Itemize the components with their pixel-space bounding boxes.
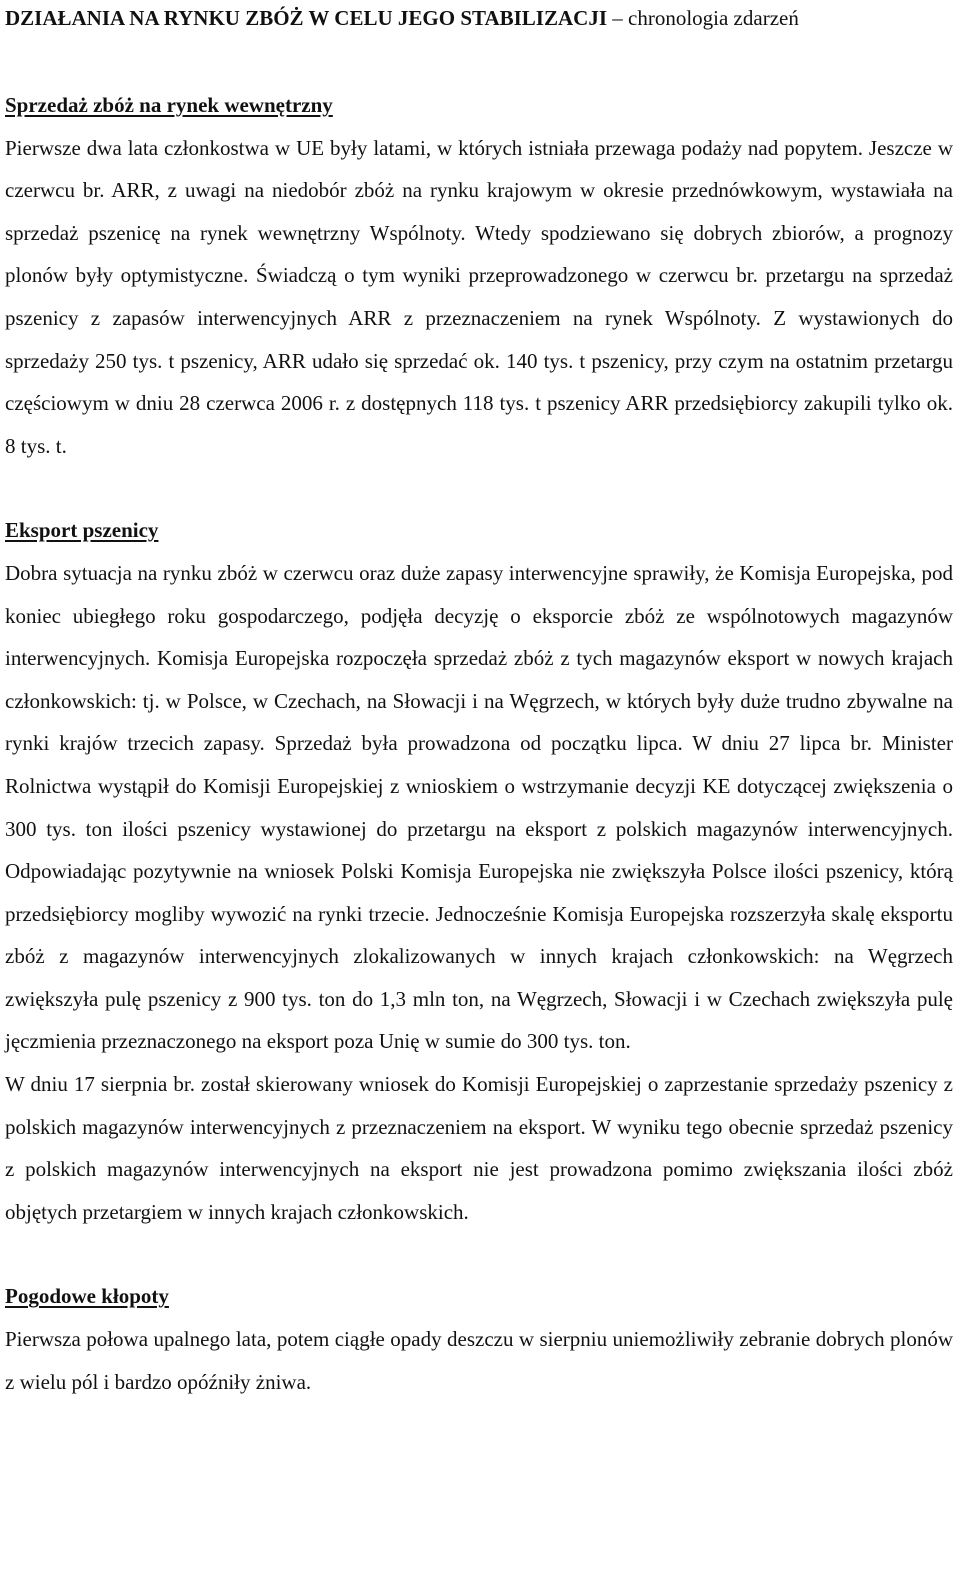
section-heading: Eksport pszenicy xyxy=(5,518,159,543)
section-domestic-sales xyxy=(5,84,953,467)
document-title-subtitle: – chronologia zdarzeń xyxy=(607,6,799,30)
document-page xyxy=(5,0,953,1403)
document-title xyxy=(5,0,953,38)
section-weather-problems xyxy=(5,1275,953,1403)
document-title-main: DZIAŁANIA NA RYNKU ZBÓŻ W CELU JEGO STABILIZACJI xyxy=(5,6,607,30)
section-paragraph: Pierwsza połowa upalnego lata, potem ciągłe opady deszczu w sierpniu uniemożliwiły zebranie dobrych plonów z wielu pól i bardzo opóźniły żniwa. xyxy=(5,1327,953,1394)
section-paragraph: W dniu 17 sierpnia br. został skierowany wniosek do Komisji Europejskiej o zaprzestanie sprzedaży pszenicy z polskich magazynów interwencyjnych z przeznaczeniem na eksport. W wyniku tego obecnie sprzedaż pszenicy z polskich magazynów interwencyjnych na eksport nie jest prowadzona pomimo zwiększania ilości zbóż objętych przetargiem w innych krajach członkowskich. xyxy=(5,1072,953,1224)
section-heading: Sprzedaż zbóż na rynek wewnętrzny xyxy=(5,93,333,117)
section-paragraph: Pierwsze dwa lata członkostwa w UE były latami, w których istniała przewaga podaży nad popytem. Jeszcze w czerwcu br. ARR, z uwagi na niedobór zbóż na rynku krajowym w okresie przednówkowym, wystawiała na sprzedaż pszenicę na rynek wewnętrzny Wspólnoty. Wtedy spodziewano się dobrych zbiorów, a prognozy plonów były optymistyczne. Świadczą o tym wyniki przeprowadzonego w czerwcu br. przetargu na sprzedaż pszenicy z zapasów interwencyjnych ARR z przeznaczeniem na rynek Wspólnoty. Z wystawionych do sprzedaży 250 tys. t pszenicy, ARR udało się sprzedać ok. 140 tys. t pszenicy, przy czym na ostatnim przetargu częściowym w dniu 28 czerwca 2006 r. z dostępnych 118 tys. t pszenicy ARR przedsiębiorcy zakupili tylko ok. 8 tys. t. xyxy=(5,135,953,458)
section-paragraph: Dobra sytuacja na rynku zbóż w czerwcu oraz duże zapasy interwencyjne sprawiły, że Komisja Europejska, pod koniec ubiegłego roku gospodarczego, podjęła decyzję o eksporcie zbóż ze wspólnotowych magazynów interwencyjnych. Komisja Europejska rozpoczęła sprzedaż zbóż z tych magazynów eksport w nowych krajach członkowskich: tj. w Polsce, w Czechach, na Słowacji i na Węgrzech, w których były duże trudno zbywalne na rynki krajów trzecich zapasy. Sprzedaż była prowadzona od początku lipca. W dniu 27 lipca br. Minister Rolnictwa wystąpił do Komisji Europejskiej z wnioskiem o wstrzymanie decyzji KE dotyczącej zwiększenia o 300 tys. ton ilości pszenicy wystawionej do przetargu na eksport z polskich magazynów interwencyjnych. Odpowiadając pozytywnie na wniosek Polski Komisja Europejska nie zwiększyła Polsce ilości pszenicy, którą przedsiębiorcy mogliby wywozić na rynki trzecie. Jednocześnie Komisja Europejska rozszerzyła skalę eksportu zbóż z magazynów interwencyjnych zlokalizowanych w innych krajach członkowskich: na Węgrzech zwiększyła pulę pszenicy z 900 tys. ton do 1,3 mln ton, na Węgrzech, Słowacji i w Czechach zwiększyła pulę jęczmienia przeznaczonego na eksport poza Unię w sumie do 300 tys. ton. xyxy=(5,560,953,1054)
section-wheat-export xyxy=(5,509,953,1233)
section-heading: Pogodowe kłopoty xyxy=(5,1284,169,1309)
